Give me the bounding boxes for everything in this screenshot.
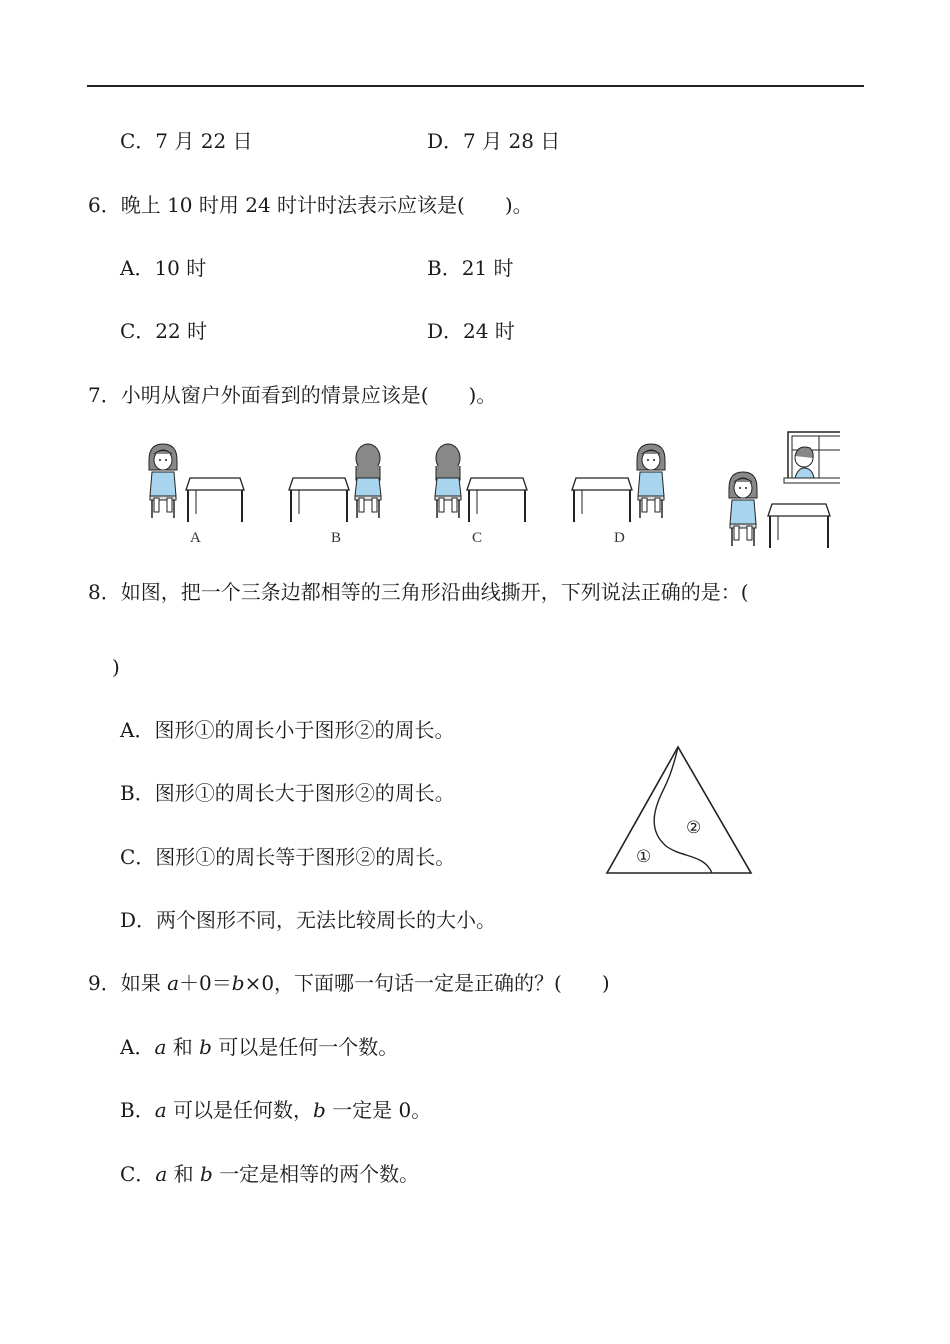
q7-label-b: B (331, 530, 342, 546)
q9-stem: 9．如果 a＋0＝b×0，下面哪一句话一定是正确的？( ) (88, 971, 610, 995)
q6-stem: 6．晚上 10 时用 24 时计时法表示应该是( )。 (88, 193, 533, 217)
q5-option-d[interactable]: D．7 月 28 日 (427, 129, 561, 153)
q7-picture-a[interactable] (140, 438, 250, 528)
q7-reference-picture (718, 428, 840, 552)
q7-picture-b[interactable] (285, 438, 395, 528)
q8-option-c[interactable]: C．图形①的周长等于图形②的周长。 (120, 845, 456, 869)
q8-triangle-figure (600, 742, 760, 880)
q7-label-a: A (190, 530, 201, 546)
header-rule (87, 85, 864, 87)
q6-option-a[interactable]: A．10 时 (120, 256, 207, 280)
q7-picture-d[interactable] (568, 438, 678, 528)
q6-option-c[interactable]: C．22 时 (120, 319, 208, 343)
q8-figure-label-2: ② (686, 818, 702, 838)
q8-figure-label-1: ① (636, 847, 652, 867)
q9-option-c[interactable]: C．a 和 b 一定是相等的两个数。 (120, 1162, 420, 1186)
q9-option-a[interactable]: A．a 和 b 可以是任何一个数。 (120, 1035, 399, 1059)
q7-stem: 7．小明从窗户外面看到的情景应该是( )。 (88, 383, 497, 407)
q7-picture-c[interactable] (425, 438, 535, 528)
q8-stem-end: ) (112, 655, 120, 679)
q8-option-d[interactable]: D．两个图形不同，无法比较周长的大小。 (120, 908, 497, 932)
q6-option-d[interactable]: D．24 时 (427, 319, 515, 343)
q6-option-b[interactable]: B．21 时 (427, 256, 514, 280)
q7-label-c: C (472, 530, 483, 546)
q8-option-b[interactable]: B．图形①的周长大于图形②的周长。 (120, 781, 455, 805)
q8-stem: 8．如图，把一个三条边都相等的三角形沿曲线撕开，下列说法正确的是：( (88, 580, 749, 604)
q7-label-d: D (614, 530, 625, 546)
q5-option-c[interactable]: C．7 月 22 日 (120, 129, 253, 153)
q8-option-a[interactable]: A．图形①的周长小于图形②的周长。 (120, 718, 455, 742)
q9-option-b[interactable]: B．a 可以是任何数，b 一定是 0。 (120, 1098, 432, 1122)
